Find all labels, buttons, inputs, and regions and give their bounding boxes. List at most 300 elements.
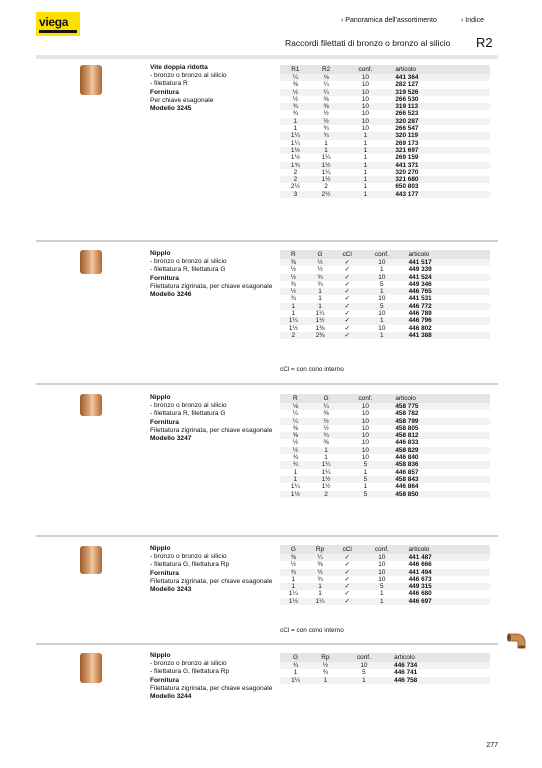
column-header: G <box>280 545 307 554</box>
table-cell: ½ <box>317 266 323 274</box>
table-cell: 1¼ <box>321 168 331 176</box>
table-cell: ✓ <box>344 280 350 288</box>
table-cell: ✓ <box>333 598 361 605</box>
column-header: conf. <box>341 65 389 74</box>
table-cell: 1 <box>311 147 342 154</box>
table-header-row <box>280 545 490 554</box>
table-cell: 1 <box>324 454 328 462</box>
table-cell: 1½ <box>311 162 342 169</box>
product-description-3243 <box>150 545 278 594</box>
table-row <box>280 662 490 669</box>
table-cell: 10 <box>361 125 369 133</box>
table-cell: ¾ <box>280 569 307 576</box>
article-number: 446 772 <box>403 303 490 310</box>
table-cell: ✓ <box>344 295 350 303</box>
table-cell: ½ <box>290 266 296 274</box>
supply-text: Filettatura zigrinata, per chiave esagonale <box>150 684 273 692</box>
table-cell: 1 <box>361 332 403 339</box>
table-cell: 1 <box>307 288 334 295</box>
table-cell: 1¼ <box>311 461 342 468</box>
table-row <box>280 125 490 132</box>
article-table-3243 <box>280 545 490 605</box>
nav-index-link[interactable] <box>461 17 484 24</box>
table-cell: 10 <box>361 554 403 561</box>
table-cell: 1 <box>318 295 322 303</box>
article-number: 319 526 <box>389 89 490 96</box>
article-table-3244 <box>280 653 490 684</box>
article-number: 320 119 <box>389 132 490 139</box>
table-row <box>280 259 490 266</box>
table-row <box>280 669 490 676</box>
column-header: Rp <box>311 653 340 662</box>
table-cell: ¾ <box>290 295 296 303</box>
table-cell: ½ <box>280 288 307 295</box>
table-cell: ½ <box>280 447 311 454</box>
table-cell: ⅜ <box>311 103 342 110</box>
table-row <box>280 325 490 332</box>
article-number: 446 789 <box>408 310 432 318</box>
table-cell: ½ <box>280 89 311 96</box>
header-bar <box>36 55 498 59</box>
table-cell: ⅜ <box>323 439 329 447</box>
table-row <box>280 154 490 161</box>
section-divider <box>36 383 498 385</box>
chevron-left-icon: ‹ <box>341 17 344 24</box>
article-table-3247 <box>280 394 490 498</box>
article-table-3245 <box>280 65 490 198</box>
table-cell: ¾ <box>292 110 299 118</box>
table-cell: ⅜ <box>280 554 307 561</box>
product-line: - bronzo o bronzo al silicio <box>150 402 227 410</box>
article-number: 443 177 <box>389 191 490 198</box>
table-row <box>280 583 490 590</box>
product-description-3245 <box>150 64 278 113</box>
article-number: 446 857 <box>395 468 419 476</box>
article-number: 458 836 <box>389 461 490 468</box>
model-label: Modello 3243 <box>150 586 192 594</box>
table-cell: ✓ <box>344 310 350 318</box>
table-cell: ⅜ <box>292 81 299 89</box>
article-number: 321 697 <box>389 147 490 154</box>
table-row <box>280 162 490 169</box>
table-cell: 5 <box>361 303 403 310</box>
article-number: 446 765 <box>403 288 490 295</box>
article-number: 446 840 <box>395 454 419 462</box>
table-header-row <box>280 65 490 74</box>
table-cell: ½ <box>311 118 342 125</box>
article-number: 282 127 <box>395 81 419 89</box>
table-cell: ⅜ <box>323 410 329 418</box>
table-row <box>280 132 490 139</box>
table-cell: 10 <box>361 410 369 418</box>
table-row <box>280 140 490 147</box>
model-label: Modello 3246 <box>150 291 192 299</box>
supply-label: Fornitura <box>150 569 179 577</box>
table-cell: 2 <box>280 176 311 183</box>
table-cell: 10 <box>341 418 389 425</box>
table-cell: 5 <box>380 280 384 288</box>
table-cell: ⅛ <box>280 403 311 410</box>
table-cell: ¼ <box>280 74 311 81</box>
table-cell: 1 <box>341 147 389 154</box>
table-cell: 1¼ <box>288 590 298 598</box>
table-cell: ¾ <box>311 132 342 139</box>
table-cell: ½ <box>307 259 334 266</box>
table-cell: ½ <box>307 569 334 576</box>
table-cell: 1⅜ <box>315 324 325 332</box>
column-header: cCl <box>333 250 361 259</box>
table-row <box>280 191 490 198</box>
table-header-row <box>280 394 490 403</box>
table-cell: 1 <box>291 575 296 583</box>
table-cell: 1 <box>341 132 389 139</box>
table-cell: 1 <box>307 303 334 310</box>
table-cell: 1½ <box>280 147 311 154</box>
table-cell: 10 <box>361 259 403 266</box>
article-number: 446 758 <box>388 677 490 684</box>
article-number: 446 796 <box>403 317 490 324</box>
table-row <box>280 332 490 339</box>
article-number: 446 864 <box>395 483 419 491</box>
model-label: Modello 3245 <box>150 105 192 113</box>
table-row <box>280 432 490 439</box>
product-description-3246 <box>150 250 278 299</box>
table-cell: 1 <box>318 590 322 598</box>
table-cell: ¾ <box>280 103 311 110</box>
table-cell: 10 <box>378 295 386 303</box>
table-row <box>280 81 490 88</box>
table-cell: 1¼ <box>280 132 311 139</box>
table-cell: 10 <box>361 274 403 281</box>
table-cell: 1 <box>380 266 384 274</box>
product-line: - bronzo o bronzo al silicio <box>150 660 227 668</box>
logo-text: viega <box>39 15 69 29</box>
table-row <box>280 169 490 176</box>
article-number: 458 775 <box>389 403 490 410</box>
section-title: Raccordi filettati di bronzo o bronzo al silicio <box>285 38 451 48</box>
table-row <box>280 176 490 183</box>
table-row <box>280 461 490 468</box>
article-number: 458 799 <box>389 418 490 425</box>
table-cell: 1¼ <box>307 598 334 605</box>
column-header: articolo <box>389 65 490 74</box>
table-cell: 3 <box>280 191 311 198</box>
table-cell: 10 <box>361 110 369 118</box>
table-cell: 1 <box>280 476 311 483</box>
product-title: Vite doppia ridotta <box>150 64 208 71</box>
article-number: 441 487 <box>403 554 490 561</box>
table-cell: 1 <box>363 483 368 491</box>
article-number: 449 315 <box>403 583 490 590</box>
table-cell: ✓ <box>333 274 361 281</box>
chevron-left-icon: ‹ <box>461 17 464 24</box>
table-row <box>280 96 490 103</box>
table-row <box>280 454 490 461</box>
table-cell: ¼ <box>311 403 342 410</box>
model-label: Modello 3244 <box>150 693 192 701</box>
table-row <box>280 74 490 81</box>
table-cell: ½ <box>311 662 340 669</box>
supply-label: Fornitura <box>150 88 179 96</box>
table-cell: ½ <box>280 274 307 281</box>
table-cell: ¾ <box>317 280 323 288</box>
nav-overview-label: Panoramica dell'assortimento <box>345 17 437 24</box>
table-cell: 1½ <box>311 176 342 183</box>
table-cell: 1½ <box>311 476 342 483</box>
table-cell: ¾ <box>323 125 329 133</box>
table-cell: 2 <box>280 332 307 339</box>
table-row <box>280 576 490 583</box>
article-number: 449 346 <box>408 280 432 288</box>
table-cell: ¼ <box>307 554 334 561</box>
table-cell: 10 <box>341 432 389 439</box>
supply-text: Per chiave esagonale <box>150 96 214 104</box>
table-cell: 1 <box>361 288 403 295</box>
table-cell: ⅜ <box>280 432 311 439</box>
table-cell: ¾ <box>317 575 323 583</box>
table-cell: ✓ <box>333 554 361 561</box>
table-cell: 10 <box>361 95 369 103</box>
product-image-3245 <box>80 65 102 95</box>
product-line: - bronzo o bronzo al silicio <box>150 258 227 266</box>
article-number: 458 829 <box>389 447 490 454</box>
table-row <box>280 677 490 684</box>
table-cell: 1 <box>361 317 403 324</box>
article-number: 269 159 <box>395 154 419 162</box>
viega-logo <box>36 12 80 36</box>
model-label: Modello 3247 <box>150 435 192 443</box>
table-cell: ½ <box>292 439 299 447</box>
section-divider <box>36 535 498 537</box>
table-cell: 2½ <box>311 191 342 198</box>
table-cell: ✓ <box>344 324 350 332</box>
table-cell: 1½ <box>288 324 298 332</box>
table-row <box>280 598 490 605</box>
column-header: Rp <box>307 545 334 554</box>
table-row <box>280 439 490 446</box>
table-cell: 10 <box>361 424 369 432</box>
table-cell: ✓ <box>333 332 361 339</box>
table-cell: 5 <box>341 491 389 498</box>
product-line: - filettatura R <box>150 80 188 88</box>
logo-underline <box>39 30 77 33</box>
table-row <box>280 89 490 96</box>
table-row <box>280 303 490 310</box>
table-cell: 5 <box>361 583 403 590</box>
column-header: conf. <box>341 394 389 403</box>
table-cell: 1¼ <box>280 677 311 684</box>
table-cell: ¾ <box>292 454 299 462</box>
column-header: G <box>311 394 342 403</box>
table-cell: 10 <box>378 310 386 318</box>
table-cell: ✓ <box>333 303 361 310</box>
column-header: articolo <box>388 653 490 662</box>
nav-overview-link[interactable] <box>341 17 437 24</box>
article-number: 320 270 <box>395 168 419 176</box>
product-image-3244 <box>80 653 102 683</box>
page-number: 277 <box>486 742 498 749</box>
article-number: 446 741 <box>394 669 418 677</box>
column-header: R1 <box>280 65 311 74</box>
article-number: 269 173 <box>395 139 419 147</box>
table-cell: ½ <box>323 424 329 432</box>
table-cell: ¼ <box>323 81 329 89</box>
table-row <box>280 476 490 483</box>
product-image-3247 <box>80 394 102 416</box>
table-cell: ¼ <box>292 410 299 418</box>
product-line: - filettatura R, filettatura G <box>150 410 226 418</box>
product-title: Nipplo <box>150 545 171 552</box>
table-cell: 1 <box>293 125 298 133</box>
table-cell: 1¼ <box>280 317 307 324</box>
table-cell: 5 <box>341 476 389 483</box>
table-row <box>280 317 490 324</box>
table-cell: ½ <box>323 110 329 118</box>
table-cell: 1 <box>311 447 342 454</box>
table-cell: 1 <box>324 139 328 147</box>
article-number: 441 524 <box>403 274 490 281</box>
article-number: 446 680 <box>408 590 432 598</box>
table-cell: ✓ <box>333 288 361 295</box>
table-cell: 1½ <box>290 154 300 162</box>
table-row <box>280 569 490 576</box>
article-number: 266 523 <box>395 110 419 118</box>
table-row <box>280 403 490 410</box>
table-row <box>280 491 490 498</box>
table-cell: 1 <box>293 669 298 677</box>
product-line: - filettatura G, filettatura Rp <box>150 668 230 676</box>
article-number: 320 287 <box>389 118 490 125</box>
table-cell: 10 <box>341 74 389 81</box>
table-cell: ¾ <box>280 461 311 468</box>
table-cell: 10 <box>341 89 389 96</box>
table-cell: 2⅜ <box>307 332 334 339</box>
column-header: conf. <box>361 545 403 554</box>
table-cell: 1½ <box>280 598 307 605</box>
article-number: 441 531 <box>408 295 432 303</box>
table-cell: 1¾ <box>280 162 311 169</box>
table-row <box>280 103 490 110</box>
supply-label: Fornitura <box>150 418 179 426</box>
table-row <box>280 295 490 302</box>
table-cell: ✓ <box>344 266 350 274</box>
table-cell: 1 <box>363 468 368 476</box>
elbow-fitting-image <box>505 630 527 650</box>
table-cell: ½ <box>292 95 299 103</box>
product-description-3244 <box>150 652 278 701</box>
article-number: 458 812 <box>389 432 490 439</box>
article-number: 446 673 <box>408 575 432 583</box>
table-cell: ⅜ <box>317 561 323 569</box>
table-cell: 10 <box>340 662 388 669</box>
article-number: 446 666 <box>408 561 432 569</box>
table-cell: 1 <box>341 191 389 198</box>
column-header: conf. <box>361 250 403 259</box>
column-header: R2 <box>311 65 342 74</box>
table-cell: 10 <box>341 403 389 410</box>
table-cell: 1 <box>307 583 334 590</box>
table-note: cCl = con cono interno <box>280 366 344 373</box>
article-number: 266 547 <box>395 125 419 133</box>
article-number: 441 494 <box>403 569 490 576</box>
article-number: 446 697 <box>403 598 490 605</box>
column-header: cCl <box>333 545 361 554</box>
column-header: G <box>280 653 311 662</box>
table-cell: ✓ <box>344 590 350 598</box>
article-number: 441 371 <box>389 162 490 169</box>
table-row <box>280 554 490 561</box>
table-row <box>280 288 490 295</box>
table-cell: 1¼ <box>290 139 300 147</box>
table-cell: 10 <box>378 575 386 583</box>
table-cell: ¾ <box>322 669 329 677</box>
table-cell: 1 <box>363 168 368 176</box>
table-cell: 1 <box>311 677 340 684</box>
table-row <box>280 118 490 125</box>
table-cell: ✓ <box>344 575 350 583</box>
table-cell: ¾ <box>311 432 342 439</box>
supply-label: Fornitura <box>150 274 179 282</box>
column-header: R <box>280 250 307 259</box>
article-number: 449 339 <box>408 266 432 274</box>
table-cell: 1¼ <box>321 468 331 476</box>
table-row <box>280 561 490 568</box>
table-cell: 5 <box>362 669 366 677</box>
table-row <box>280 425 490 432</box>
article-number: 650 803 <box>395 183 419 191</box>
table-cell: ✓ <box>333 259 361 266</box>
column-header: articolo <box>403 250 490 259</box>
table-cell: ✓ <box>344 561 350 569</box>
table-cell: 10 <box>341 103 389 110</box>
article-number: 319 113 <box>389 103 490 110</box>
article-number: 446 833 <box>395 439 419 447</box>
table-cell: 2 <box>324 183 328 191</box>
table-cell: 1 <box>293 468 298 476</box>
article-number: 458 782 <box>395 410 419 418</box>
table-cell: 1½ <box>307 317 334 324</box>
table-row <box>280 110 490 117</box>
table-cell: ¼ <box>280 418 311 425</box>
table-row <box>280 447 490 454</box>
product-line: - filettatura R, filettatura G <box>150 266 226 274</box>
table-cell: ✓ <box>333 317 361 324</box>
section-divider <box>36 240 498 242</box>
article-number: 458 843 <box>389 476 490 483</box>
table-cell: 10 <box>361 81 369 89</box>
column-header: R <box>280 394 311 403</box>
table-cell: 1 <box>361 598 403 605</box>
table-row <box>280 418 490 425</box>
table-row <box>280 310 490 317</box>
table-cell: 5 <box>341 461 389 468</box>
table-cell: 1 <box>363 154 368 162</box>
table-cell: 2 <box>311 491 342 498</box>
column-header: G <box>307 250 334 259</box>
table-row <box>280 590 490 597</box>
table-cell: 10 <box>361 439 369 447</box>
column-header: articolo <box>403 545 490 554</box>
article-table-3246 <box>280 250 490 339</box>
article-number: 458 850 <box>389 491 490 498</box>
product-line: - filettatura G, filettatura Rp <box>150 561 230 569</box>
table-header-row <box>280 250 490 259</box>
table-cell: 1 <box>341 162 389 169</box>
table-cell: 1½ <box>321 483 331 491</box>
article-number: 441 388 <box>403 332 490 339</box>
table-row <box>280 183 490 190</box>
table-row <box>280 483 490 490</box>
